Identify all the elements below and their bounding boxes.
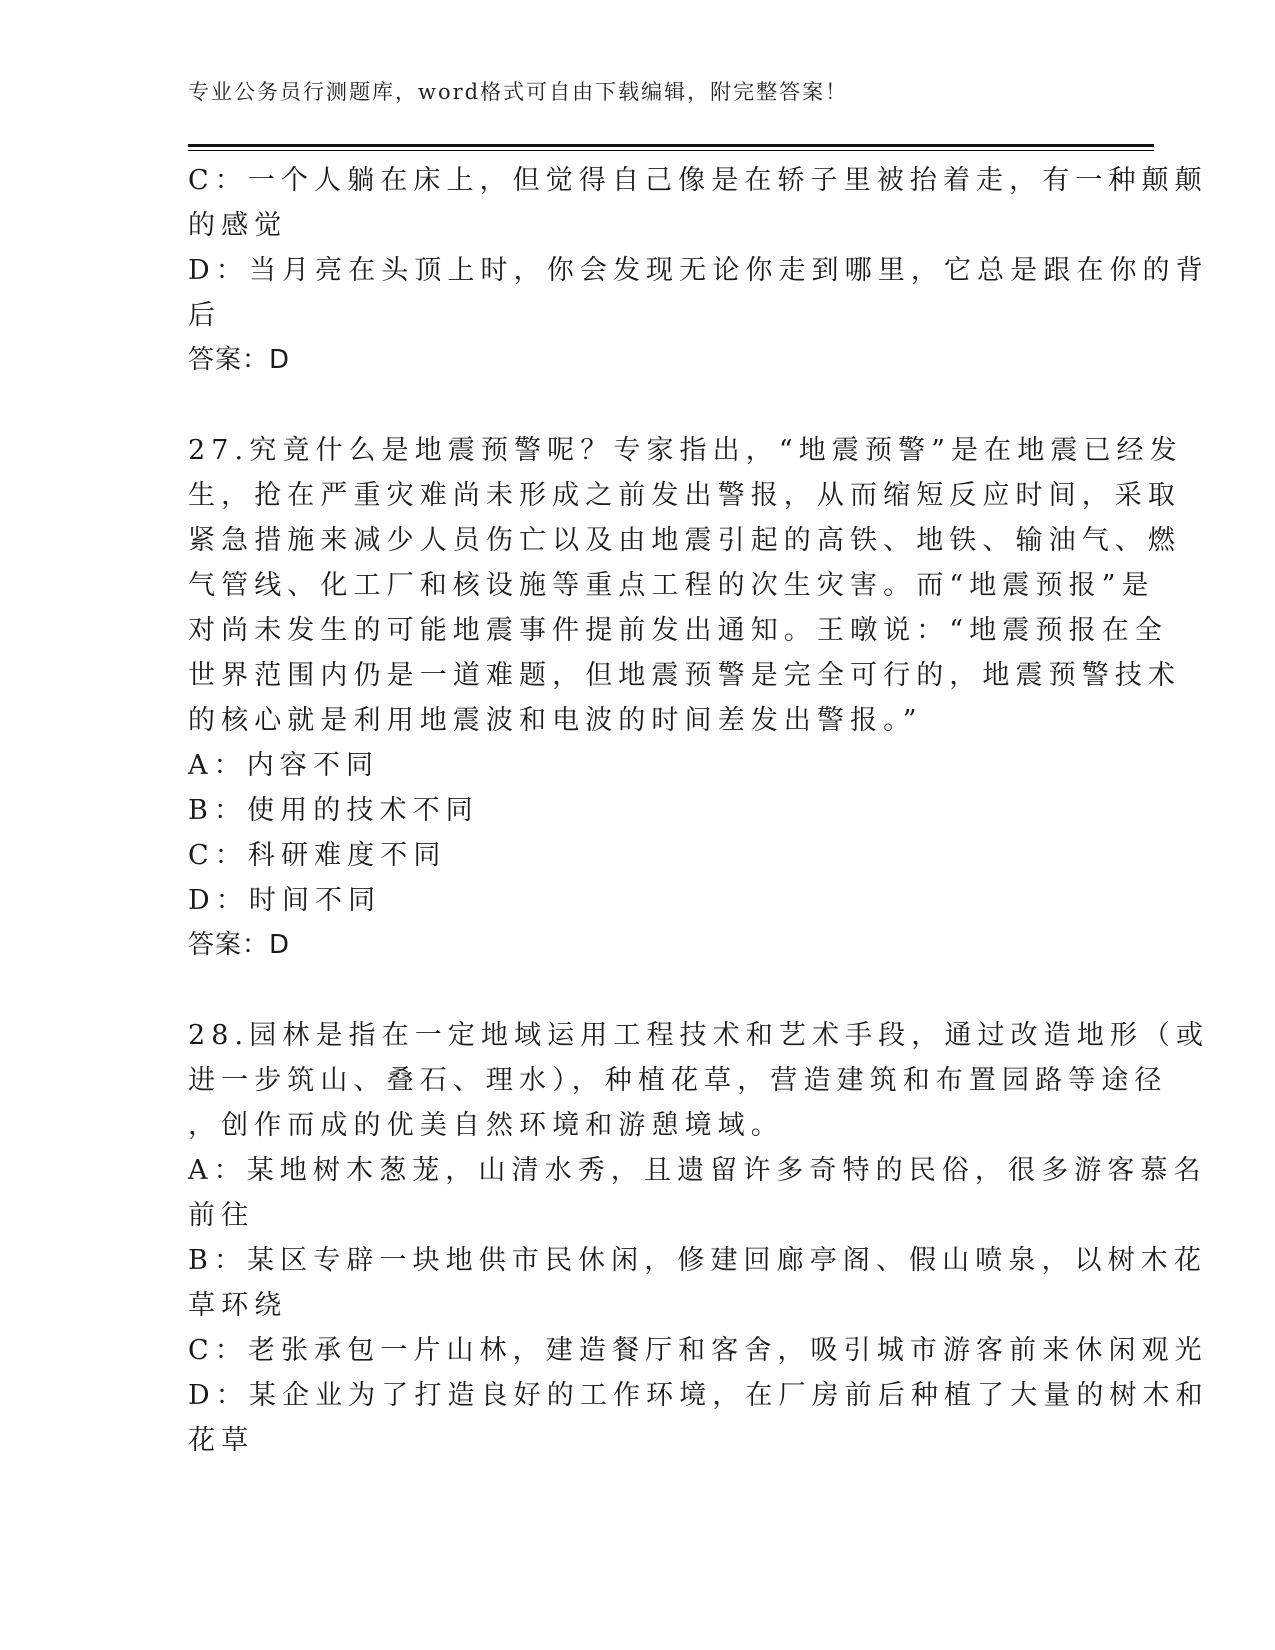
q27-stem-line3: 紧急措施来减少人员伤亡以及由地震引起的高铁、地铁、输油气、燃 bbox=[188, 525, 1181, 556]
header-rule-thin bbox=[188, 150, 1154, 151]
q28-option-d-line1: D：某企业为了打造良好的工作环境，在厂房前后种植了大量的树木和 bbox=[188, 1380, 1209, 1411]
q27-stem-line6: 世界范围内仍是一道难题，但地震预警是完全可行的，地震预警技术 bbox=[188, 660, 1181, 691]
q28-option-b-line1: B：某区专辟一块地供市民休闲，修建回廊亭阁、假山喷泉，以树木花 bbox=[188, 1245, 1207, 1276]
page-header: 专业公务员行测题库，word格式可自由下载编辑，附完整答案！ bbox=[188, 80, 849, 104]
q28-option-c: C：老张承包一片山林，建造餐厅和客舍，吸引城市游客前来休闲观光 bbox=[188, 1335, 1208, 1366]
q27-option-d: D：时间不同 bbox=[188, 885, 382, 916]
q28-option-b-line2: 草环绕 bbox=[188, 1290, 288, 1321]
q26-option-c-line2: 的感觉 bbox=[188, 210, 288, 241]
q27-stem-line2: 生，抢在严重灾难尚未形成之前发出警报，从而缩短反应时间，采取 bbox=[188, 480, 1181, 511]
q26-answer: 答案：D bbox=[188, 345, 291, 375]
spacer bbox=[188, 383, 1068, 428]
q27-stem-line5: 对尚未发生的可能地震事件提前发出通知。王暾说：“地震预报在全 bbox=[188, 615, 1168, 646]
question-content bbox=[188, 158, 1210, 1463]
q28-option-d-line2: 花草 bbox=[188, 1425, 255, 1456]
q28-option-a-line2: 前往 bbox=[188, 1200, 255, 1231]
q26-option-c-line1: C：一个人躺在床上，但觉得自己像是在轿子里被抬着走，有一种颠颠 bbox=[188, 165, 1208, 196]
question-26 bbox=[188, 158, 1209, 383]
q26-option-d-line1: D：当月亮在头顶上时，你会发现无论你走到哪里，它总是跟在你的背 bbox=[188, 255, 1209, 286]
question-27 bbox=[188, 428, 1183, 968]
q27-stem-line7: 的核心就是利用地震波和电波的时间差发出警报。” bbox=[188, 705, 923, 736]
q28-stem-line3: ，创作而成的优美自然环境和游憩境域。 bbox=[188, 1110, 784, 1141]
q28-option-a-line1: A：某地树木葱茏，山清水秀，且遗留许多奇特的民俗，很多游客慕名 bbox=[188, 1155, 1207, 1186]
q27-option-c: C：科研难度不同 bbox=[188, 840, 447, 871]
q27-stem-line1: 27.究竟什么是地震预警呢？专家指出，“地震预警”是在地震已经发 bbox=[188, 435, 1183, 466]
q26-option-d-line2: 后 bbox=[188, 300, 222, 331]
question-28 bbox=[188, 1013, 1210, 1463]
q27-option-a: A：内容不同 bbox=[188, 750, 380, 781]
q28-stem-line2: 进一步筑山、叠石、理水），种植花草，营造建筑和布置园路等途径 bbox=[188, 1065, 1168, 1096]
header-rule-thick bbox=[188, 144, 1154, 147]
q28-stem-line1: 28.园林是指在一定地域运用工程技术和艺术手段，通过改造地形（或 bbox=[188, 1020, 1210, 1051]
spacer bbox=[188, 968, 1068, 1013]
q27-stem-line4: 气管线、化工厂和核设施等重点工程的次生灾害。而“地震预报”是 bbox=[188, 570, 1155, 601]
q27-option-b: B：使用的技术不同 bbox=[188, 795, 479, 826]
q27-answer: 答案：D bbox=[188, 930, 291, 960]
